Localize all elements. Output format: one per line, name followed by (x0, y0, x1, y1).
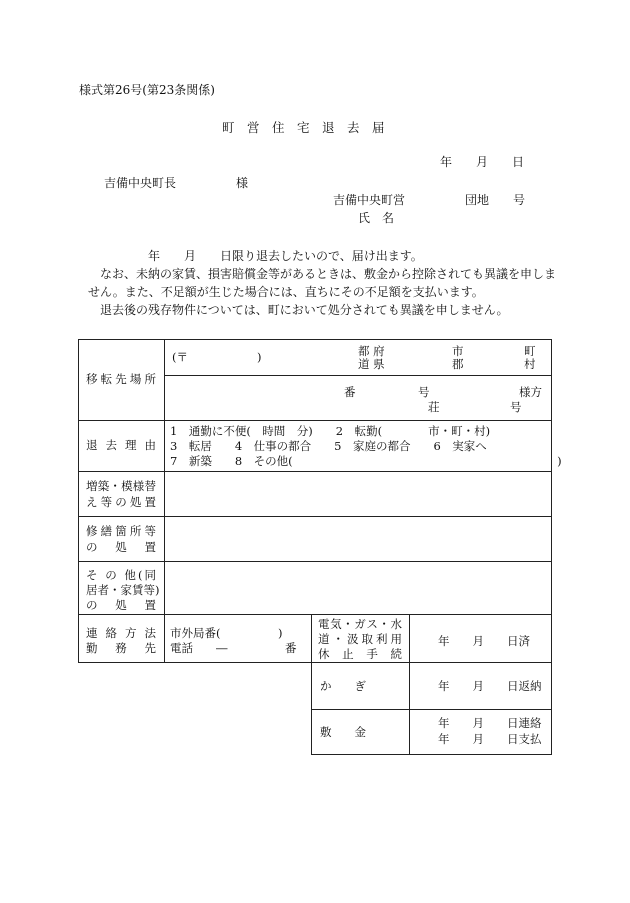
form-table (78, 339, 562, 755)
contact-label-1: 連絡方法 (86, 626, 156, 640)
phone-field: 電話 ― 番 (170, 641, 297, 655)
prefecture-label-1: 都 府 (358, 344, 385, 358)
applicant-name: 氏 名 (358, 211, 395, 225)
county-label: 郡 (452, 357, 464, 371)
repair-label-1: 修繕箇所等 (86, 524, 156, 538)
body-paragraph-1: 年 月 日限り退去したいので、届け出ます。 (148, 249, 423, 263)
repair-label-2: の 処 置 (86, 540, 156, 554)
move-destination-label: 移転先場所 (86, 372, 156, 386)
go-label: 号 (418, 385, 430, 399)
key-return-date: 年 月 日返納 (438, 679, 542, 693)
body-paragraph-2-cont: せん。また、不足額が生じた場合には、直ちにその不足額を支払います。 (88, 285, 484, 299)
reason-line-1: 1 通勤に不便( 時間 分) 2 転勤( 市・町・村) (170, 424, 491, 438)
body-paragraph-3: 退去後の残存物件については、町において処分されても異議を申しません。 (100, 303, 509, 317)
reason-line-3: 7 新築 8 その他( ) (170, 454, 562, 468)
deposit-contact-date: 年 月 日連絡 (438, 716, 542, 730)
village-label: 村 (524, 357, 536, 371)
addressee: 吉備中央町長 様 (104, 176, 249, 190)
renovation-label-2: え等の処置 (86, 495, 156, 509)
prefecture-label-2: 道 県 (358, 357, 385, 371)
other-label-1: そ の 他(同 (86, 568, 156, 582)
renovation-label-1: 増築・模様替 (86, 479, 156, 493)
document-title: 町 営 住 宅 退 去 届 (222, 120, 385, 135)
utilities-label-2: 道・汲取利用 (318, 632, 402, 646)
utilities-date: 年 月 日済 (438, 634, 530, 648)
body-paragraph-2: なお、未納の家賃、損害賠償金等があるときは、敷金から控除されても異議を申しま (100, 267, 557, 281)
other-label-2: 居者・家賃等) (86, 583, 160, 597)
date-line: 年 月 日 (440, 155, 525, 169)
form-number: 様式第26号(第23条関係) (79, 83, 215, 97)
samakata-label: 様方 (519, 385, 542, 399)
go2-label: 号 (510, 400, 522, 414)
area-code-field: 市外局番( ) (170, 626, 283, 640)
applicant-address: 吉備中央町営 団地 号 (333, 193, 526, 207)
city-label: 市 (452, 344, 464, 358)
town-label: 町 (524, 344, 536, 358)
utilities-label-3: 休止手続 (318, 647, 402, 661)
reason-line-2: 3 転居 4 仕事の都合 5 家庭の都合 6 実家へ (170, 439, 487, 453)
other-label-3: の 処 置 (86, 598, 156, 612)
deposit-payment-date: 年 月 日支払 (438, 732, 542, 746)
deposit-label: 敷 金 (320, 725, 366, 739)
utilities-label-1: 電気・ガス・水 (318, 617, 402, 631)
postal-code-field: (〒 ) (172, 350, 262, 364)
reason-label: 退去理由 (86, 438, 156, 452)
key-label: か ぎ (320, 679, 366, 693)
so-label: 荘 (428, 400, 440, 414)
contact-label-2: 勤務先 (86, 641, 156, 655)
ban-label: 番 (344, 385, 356, 399)
